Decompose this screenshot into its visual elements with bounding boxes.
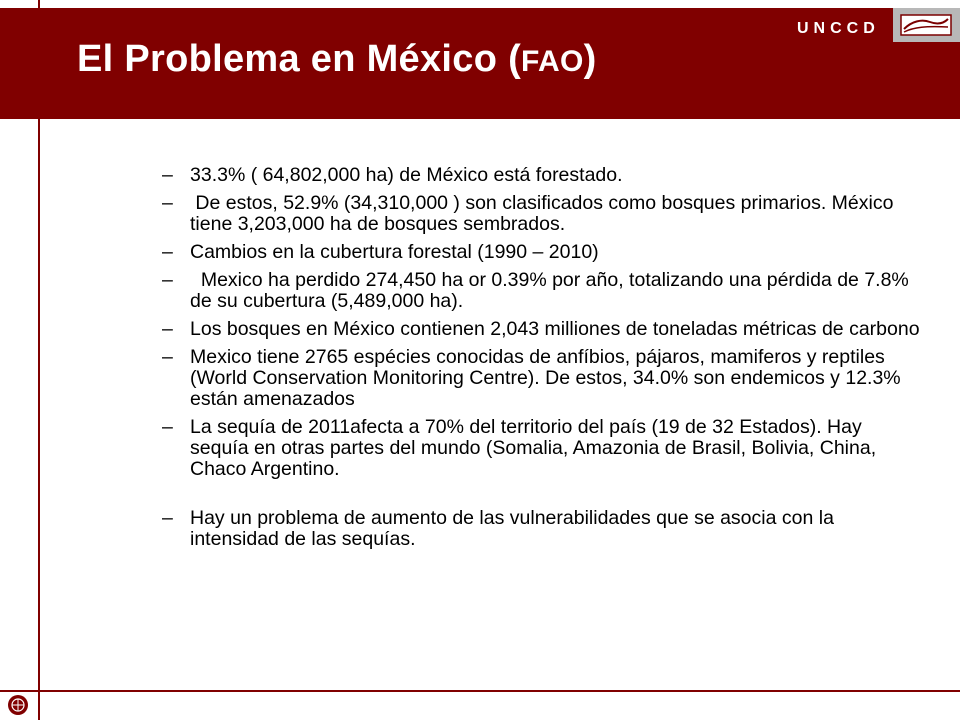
list-item: – Los bosques en México contienen 2,043 milliones de toneladas métricas de carbono <box>162 318 920 340</box>
unccd-logo-text: UNCCD <box>797 20 880 37</box>
list-item: – Hay un problema de aumento de las vulnerabilidades que se asocia con la intensidad de las sequías. <box>162 507 834 550</box>
bottom-rule <box>0 690 960 692</box>
list-item: – Mexico ha perdido 274,450 ha or 0.39% por año, totalizando una pérdida de 7.8% de su cubertura (5,489,000 ha). <box>162 269 915 312</box>
title-fao: FAO <box>521 45 584 78</box>
un-emblem-icon <box>7 694 29 721</box>
title-close: ) <box>583 38 597 80</box>
page-title <box>77 38 597 81</box>
bullet-dash: – <box>162 346 173 368</box>
list-item: – 33.3% ( 64,802,000 ha) de México está forestado. <box>162 164 623 186</box>
unccd-emblem-icon <box>900 13 952 37</box>
list-item: – Cambios en la cubertura forestal (1990 – 2010) <box>162 241 599 263</box>
title-main: El Problema en México ( <box>77 38 522 80</box>
list-item: – La sequía de 2011afecta a 70% del territorio del país (19 de 32 Estados). Hay sequía en otras partes del mundo (Somalia, Amazonia de Brasil, Bolivia, China, Chaco Argentino. <box>162 416 877 480</box>
bullet-dash: – <box>162 416 173 438</box>
left-rule <box>38 0 40 720</box>
bullet-dash: – <box>162 507 173 529</box>
bullet-dash: – <box>162 164 173 186</box>
bullet-dash: – <box>162 318 173 340</box>
unccd-logo <box>893 8 960 42</box>
bullet-list <box>162 165 922 557</box>
list-item: – Mexico tiene 2765 espécies conocidas de anfíbios, pájaros, mamiferos y reptiles (World Conservation Monitoring Centre). De estos, 34.0% son endemicos y 12.3% están amenazados <box>162 346 901 410</box>
bullet-dash: – <box>162 269 173 291</box>
list-item: – De estos, 52.9% (34,310,000 ) son clasificados como bosques primarios. México tiene 3,203,000 ha de bosques sembrados. <box>162 192 899 235</box>
bullet-dash: – <box>162 192 173 214</box>
bullet-dash: – <box>162 241 173 263</box>
